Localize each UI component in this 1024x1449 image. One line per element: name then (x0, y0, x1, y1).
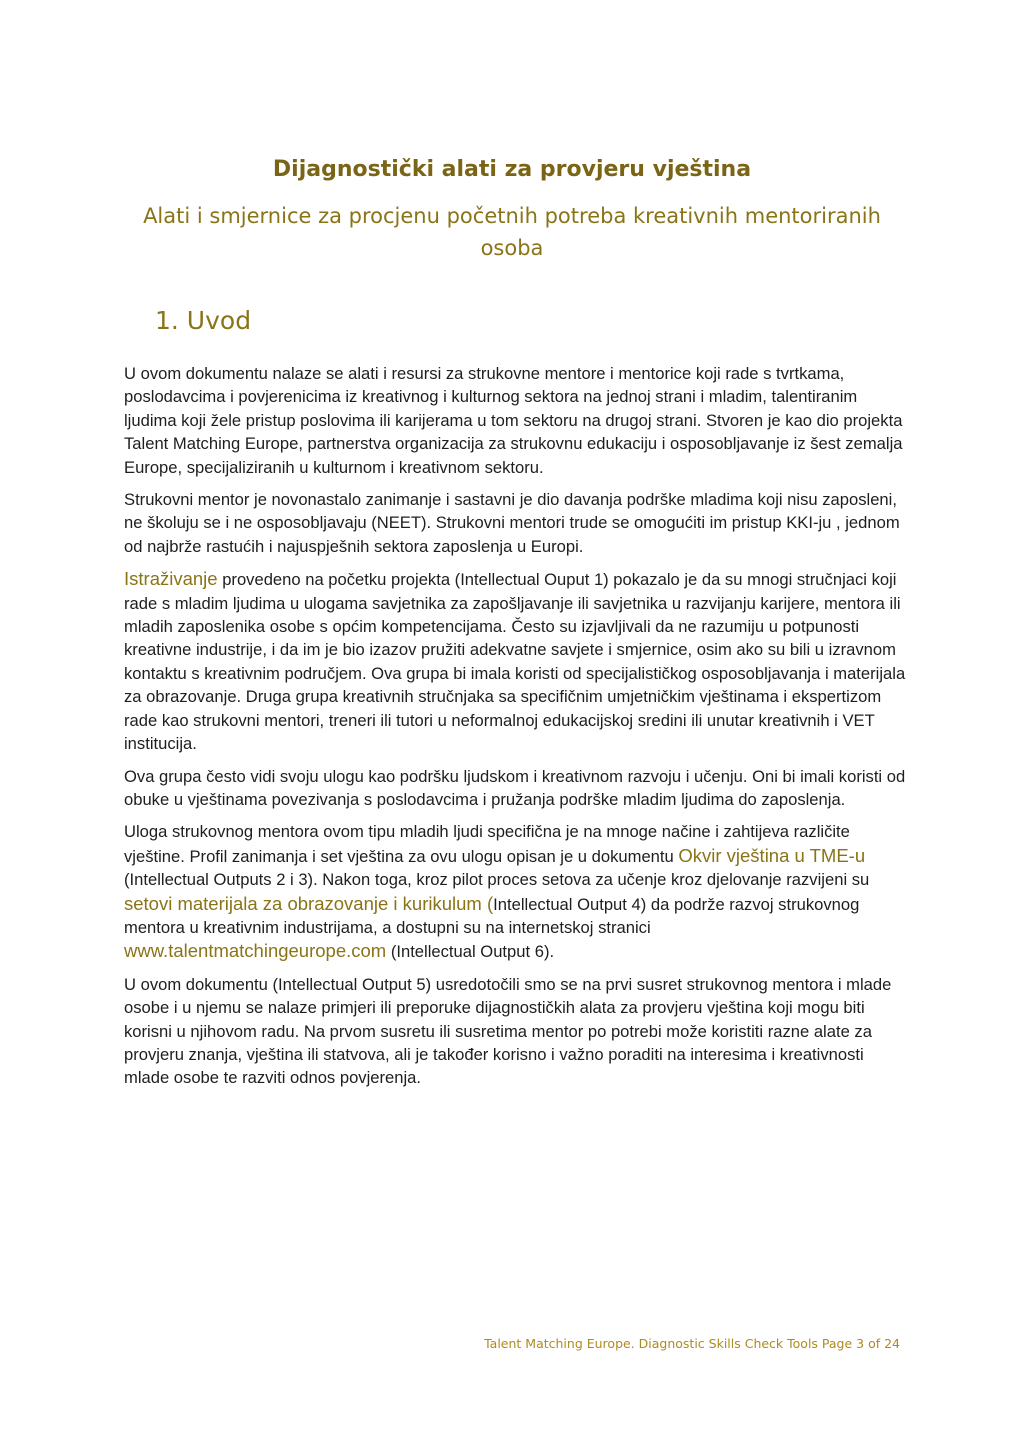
paragraph-5-text-a: Uloga strukovnog mentora ovom tipu mladih ljudi specifična je na mnoge načine i zahtijeva različite vještine. Profil zanimanja i set vještina za ovu ulogu opisan je u dokumentu (124, 822, 850, 866)
skills-framework-link[interactable]: Okvir vještina u TME-u (678, 844, 866, 866)
document-title: Dijagnostički alati za provjeru vještina (272, 157, 752, 182)
paragraph-5-text-c: Intellectual Output 4) da podrže razvoj strukovnog mentora u kreativnim industrijama, a dostupni su na internetskoj stranici (124, 894, 860, 937)
materials-curriculum-link[interactable]: setovi materijala za obrazovanje i kurikulum (124, 892, 482, 914)
paragraph-5-text-d: (Intellectual Output 6). (386, 942, 555, 962)
paragraph-5 (124, 820, 906, 963)
paragraph-5-text-b: (Intellectual Outputs 2 i 3). Nakon toga, kroz pilot proces setova za učenje kroz djelovanje razvijeni su (124, 870, 870, 890)
paragraph-6: U ovom dokumentu (Intellectual Output 5) usredotočili smo se na prvi susret strukovnog mentora i mlade osobe i u njemu se nalaze primjeri ili preporuke dijagnostičkih alata za provjeru vještina koji mogu biti korisni u njihovom radu. Na prvom susretu ili susretima mentor po potrebi može koristiti razne alate za provjeru znanja, vještina ili statvova, ali je također korisno i važno poraditi na interesima i kreativnosti mlade osobe te razviti odnos povjerenja. (124, 974, 892, 1088)
page-footer: Talent Matching Europe. Diagnostic Skills Check Tools Page 3 of 24 (484, 1336, 900, 1351)
paragraph-4: Ova grupa često vidi svoju ulogu kao podršku ljudskom i kreativnom razvoju i učenju. Oni bi imali koristi od obuke u vještinama povezivanja s poslodavcima i pružanja podrške mladim ljudima do zaposlenja. (124, 766, 906, 809)
paragraph-3 (124, 567, 906, 755)
website-link[interactable]: www.talentmatchingeurope.com (124, 940, 387, 962)
body-text (124, 362, 906, 1099)
paragraph-1: U ovom dokumentu nalaze se alati i resursi za strukovne mentore i mentorice koji rade s tvrtkama, poslodavcima i povjerenicima iz kreativnog i kulturnog sektora na jednoj strani i mladim, talentiranim ljudima koji žele pristup poslovima ili karijerama u tom sektoru na drugoj strani. Stvoren je kao dio projekta Talent Matching Europe, partnerstva organizacija za strukovnu edukaciju i osposobljavanje iz šest zemalja Europe, specijaliziranih u kulturnom i kreativnom sektoru. (124, 364, 903, 477)
section-heading: 1. Uvod (155, 306, 252, 335)
document-subtitle: Alati i smjernice za procjenu početnih potreba kreativnih mentoriranih osoba (143, 204, 881, 260)
paragraph-3-text: provedeno na početku projekta (Intellectual Ouput 1) pokazalo je da su mnogi stručnjaci koji rade s mladim ljudima u ulogama savjetnika za zapošljavanje ili savjetnika u razvijanju karijere, mentora ili mladih zaposlenika osobe s općim kompetencijama. Često su izjavljivali da ne razumiju u potpunosti kreativne industrije, i da im je bio izazov pružiti adekvatne savjete i smjernice, osim ako su bili u izravnom kontaktu s kreativnim područjem. Ova grupa bi imala koristi od specijalističkog osposobljavanja i materijala za obrazovanje. Druga grupa kreativnih stručnjaka sa specifičnim umjetničkim vještinama i ekspertizom rade kao strukovni mentori, treneri ili tutori u neformalnoj edukacijskoj sredini ili unutar kreativnih i VET institucija. (124, 570, 906, 754)
paragraph-2: Strukovni mentor je novonastalo zanimanje i sastavni je dio davanja podrške mladima koji nisu zaposleni, ne školuju se i ne osposobljavaju (NEET). Strukovni mentori trude se omogućiti im pristup KKI-ju , jednom od najbrže rastućih i najuspješnih sektora zaposlenja u Europi. (124, 490, 900, 556)
research-link[interactable]: Istraživanje (124, 568, 218, 590)
paragraph-5-paren: ( (481, 892, 494, 914)
